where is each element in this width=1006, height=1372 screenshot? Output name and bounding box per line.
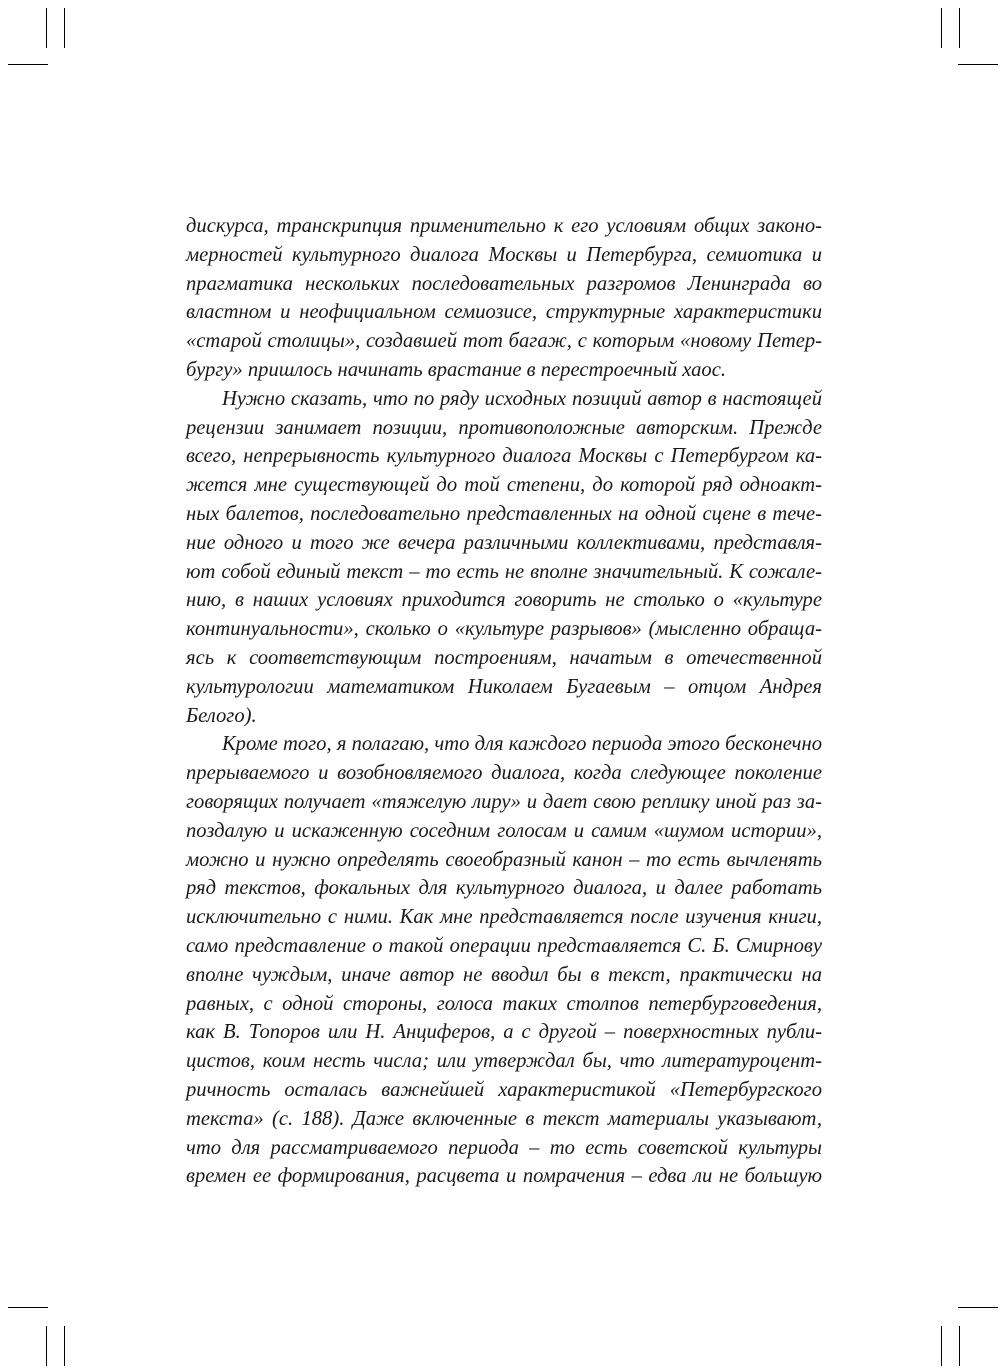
crop-mark-top-right-horizontal — [958, 64, 998, 65]
text-line: прагматика нескольких последовательных разгромов Ленинграда во — [186, 272, 822, 295]
text-line: нию, в наших условиях приходится говорить не столько о «культуре — [186, 589, 822, 612]
paragraph — [186, 730, 822, 1191]
text-line: цистов, коим несть числа; или утверждал бы, что литературоцент- — [186, 1050, 822, 1073]
crop-mark-top-left-vertical-outer — [46, 8, 47, 48]
text-line: говорящих получает «тяжелую лиру» и дает свою реплику иной раз за- — [186, 790, 822, 813]
text-line: всего, непрерывность культурного диалога Москвы с Петербургом ка- — [186, 445, 822, 468]
crop-mark-bottom-right-horizontal — [958, 1307, 998, 1308]
text-line: равных, с одной стороны, голоса таких столпов петербурговедения, — [186, 992, 822, 1015]
text-line: прерываемого и возобновляемого диалога, когда следующее поколение — [186, 762, 822, 785]
text-line: можно и нужно определять своеобразный канон – то есть вычленять — [186, 848, 822, 871]
text-line: Нужно сказать, что по ряду исходных позиций автор в настоящей — [222, 387, 822, 410]
text-line: континуальности», сколько о «культуре разрывов» (мысленно обраща- — [186, 618, 822, 641]
text-line: властном и неофициальном семиозисе, структурные характеристики — [186, 301, 822, 324]
text-line: ют собой единый текст – то есть не вполне значительный. К сожале- — [186, 560, 822, 583]
crop-mark-bottom-left-vertical-inner — [64, 1326, 65, 1366]
crop-mark-bottom-right-vertical-inner — [941, 1326, 942, 1366]
paragraph — [186, 212, 822, 385]
text-line: ние одного и того же вечера различными коллективами, представля- — [186, 531, 822, 554]
text-line: дискурса, транскрипция применительно к его условиям общих законо- — [186, 215, 822, 237]
text-line: что для рассматриваемого периода – то есть советской культуры — [186, 1136, 822, 1159]
crop-mark-top-left-vertical-inner — [64, 8, 65, 48]
crop-mark-bottom-left-horizontal — [8, 1307, 48, 1308]
crop-mark-top-right-vertical-inner — [941, 8, 942, 48]
crop-mark-top-right-vertical-outer — [959, 8, 960, 48]
text-line: Белого). — [186, 704, 257, 727]
text-line: культурологии математиком Николаем Бугаевым – отцом Андрея — [186, 675, 822, 698]
crop-mark-top-left-horizontal — [8, 64, 48, 65]
text-line: мерностей культурного диалога Москвы и Петербурга, семиотика и — [186, 243, 822, 266]
text-line: поздалую и искаженную соседним голосам и самим «шумом истории», — [186, 819, 822, 842]
page-body-text — [186, 212, 822, 1191]
paragraph — [186, 385, 822, 731]
crop-mark-bottom-right-vertical-outer — [959, 1326, 960, 1366]
text-line: вполне чуждым, иначе автор не вводил бы в текст, практически на — [186, 963, 822, 986]
text-line: ных балетов, последовательно представленных на одной сцене в тече- — [186, 502, 822, 525]
crop-mark-bottom-left-vertical-outer — [46, 1326, 47, 1366]
text-line: ясь к соответствующим построениям, начатым в отечественной — [186, 646, 822, 669]
text-line: текста» (с. 188). Даже включенные в текст материалы указывают, — [186, 1107, 822, 1130]
text-line: как В. Топоров или Н. Анциферов, а с другой – поверхностных публи- — [186, 1021, 822, 1044]
text-line: рецензии занимает позиции, противоположные авторским. Прежде — [186, 416, 822, 439]
text-line: само представление о такой операции представляется С. Б. Смирнову — [186, 934, 822, 957]
text-line: исключительно с ними. Как мне представляется после изучения книги, — [186, 906, 822, 929]
text-line: ряд текстов, фокальных для культурного диалога, и далее работать — [186, 877, 822, 900]
text-line: времен ее формирования, расцвета и помрачения – едва ли не большую — [186, 1165, 822, 1188]
text-line: бургу» пришлось начинать врастание в перестроечный хаос. — [186, 358, 727, 381]
text-line: ричность осталась важнейшей характеристикой «Петербургского — [186, 1078, 822, 1101]
text-line: «старой столицы», создавшей тот багаж, с которым «новому Петер- — [186, 330, 822, 353]
text-line: Кроме того, я полагаю, что для каждого периода этого бесконечно — [222, 733, 822, 756]
text-line: жется мне существующей до той степени, до которой ряд одноакт- — [186, 474, 822, 497]
